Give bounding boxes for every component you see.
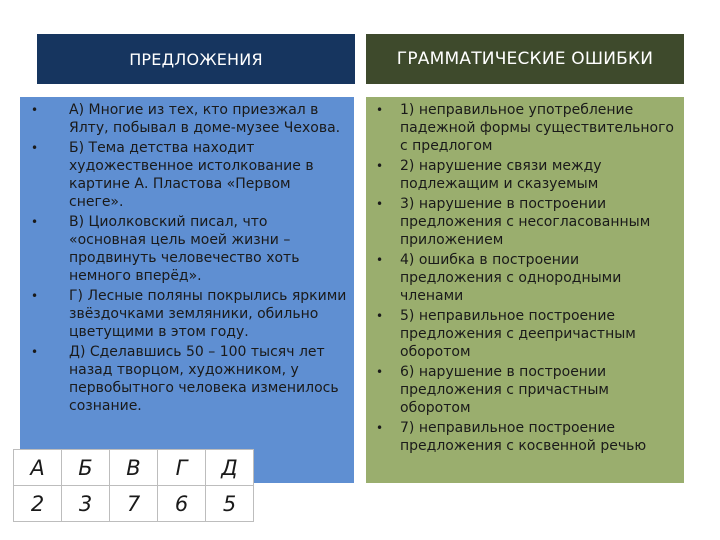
answer-letter-cell: Г [158,450,206,486]
answer-number-cell: 3 [62,486,110,522]
answer-table [13,449,254,522]
error-item [366,251,678,305]
sentence-text: Б) Тема детства находит художественное истолкование в картине А. Пластова «Первом снеге». [69,140,314,210]
errors-list [366,97,684,455]
sentence-item [20,287,348,341]
sentences-header [37,34,355,84]
sentence-item [20,139,348,211]
answer-letter-cell: Б [62,450,110,486]
bullet-icon: • [376,309,384,323]
answer-number-cell: 7 [110,486,158,522]
errors-panel [366,97,684,483]
answer-letter-cell: А [14,450,62,486]
errors-header [366,34,684,84]
sentence-item [20,343,348,415]
answer-number-cell: 5 [206,486,254,522]
bullet-icon: • [31,215,39,229]
answer-letter-cell: Д [206,450,254,486]
errors-header-title: ГРАММАТИЧЕСКИЕ ОШИБКИ [396,49,654,69]
error-item [366,195,678,249]
sentence-text: А) Многие из тех, кто приезжал в Ялту, побывал в доме-музее Чехова. [69,102,341,136]
error-text: 5) неправильное построение предложения с деепричастным оборотом [400,308,636,360]
answer-letters-row [14,450,254,486]
answer-number-cell: 2 [14,486,62,522]
sentences-header-title: ПРЕДЛОЖЕНИЯ [129,49,263,69]
bullet-icon: • [31,103,39,117]
sentence-text: Г) Лесные поляны покрылись яркими звёздочками земляники, обильно цветущими в этом году. [69,288,347,340]
answer-number-cell: 6 [158,486,206,522]
error-item [366,101,678,155]
error-item [366,419,678,455]
bullet-icon: • [31,289,39,303]
error-text: 1) неправильное употребление падежной формы существительного с предлогом [400,102,674,154]
error-text: 2) нарушение связи между подлежащим и сказуемым [400,158,602,192]
sentence-item [20,213,348,285]
sentence-item [20,101,348,137]
error-text: 3) нарушение в построении предложения с несогласованным приложением [400,196,651,248]
error-text: 4) ошибка в построении предложения с однородными членами [400,252,622,304]
bullet-icon: • [376,197,384,211]
sentence-text: Д) Сделавшись 50 – 100 тысяч лет назад творцом, художником, у первобытного человека изменилось сознание. [69,344,339,414]
bullet-icon: • [31,345,39,359]
error-text: 6) нарушение в построении предложения с причастным оборотом [400,364,609,416]
error-text: 7) неправильное построение предложения с косвенной речью [400,420,647,454]
bullet-icon: • [376,103,384,117]
error-item [366,157,678,193]
bullet-icon: • [376,421,384,435]
error-item [366,307,678,361]
answer-letter-cell: В [110,450,158,486]
sentences-panel [20,97,354,483]
sentences-list [20,97,354,415]
error-item [366,363,678,417]
bullet-icon: • [31,141,39,155]
bullet-icon: • [376,253,384,267]
answer-numbers-row [14,486,254,522]
sentence-text: В) Циолковский писал, что «основная цель моей жизни – продвинуть человечество хоть немного вперёд». [69,214,300,284]
bullet-icon: • [376,365,384,379]
bullet-icon: • [376,159,384,173]
